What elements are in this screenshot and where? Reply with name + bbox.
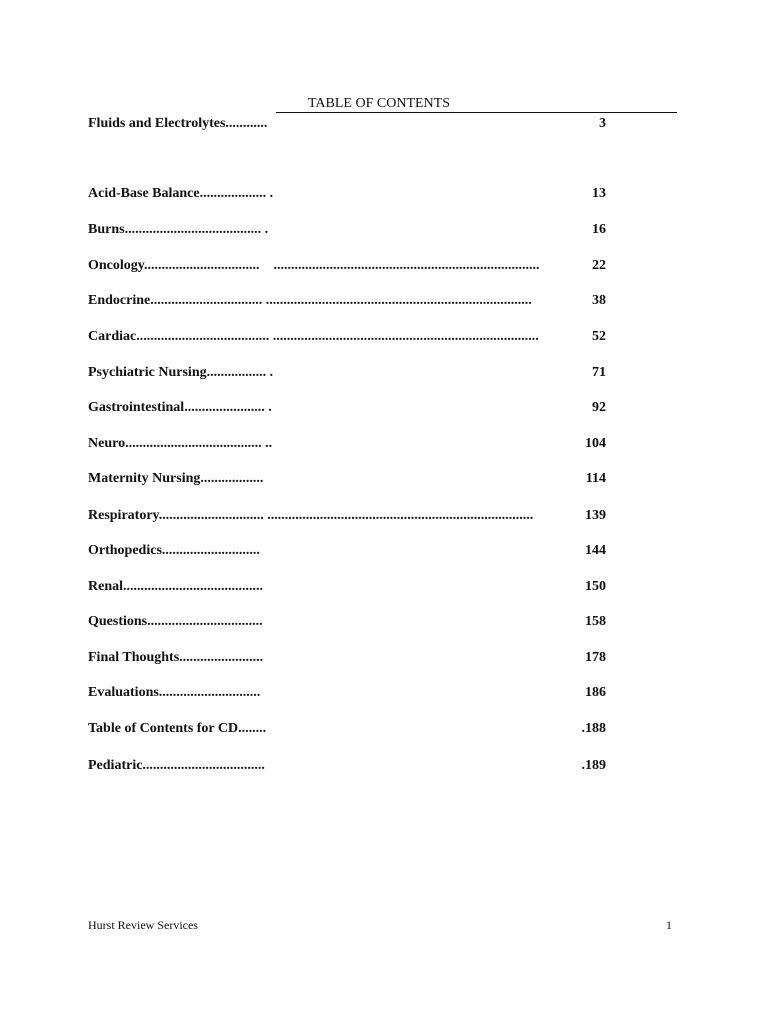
toc-entry-page: 144 — [585, 543, 606, 558]
toc-entry-page: 71 — [592, 365, 606, 380]
toc-entry — [88, 684, 668, 702]
toc-entry — [88, 364, 668, 382]
page-title: TABLE OF CONTENTS — [276, 95, 677, 113]
toc-entry-page: 186 — [585, 685, 606, 700]
toc-entry-page: 38 — [592, 293, 606, 308]
toc-entry-page: 158 — [585, 614, 606, 629]
toc-entry-page: .189 — [581, 758, 606, 773]
toc-entry — [88, 542, 668, 560]
toc-entry-label: Pediatric................................... — [88, 758, 265, 773]
toc-entry-label: Evaluations............................. — [88, 685, 261, 700]
toc-entry-label: Table of Contents for CD........ — [88, 721, 267, 736]
toc-entry-label: Oncology................................. ............................................................................ — [88, 258, 540, 273]
toc-entry-page: 92 — [592, 400, 606, 415]
toc-entry — [88, 507, 668, 525]
toc-entry-page: 16 — [592, 222, 606, 237]
toc-entry-page: 52 — [592, 329, 606, 344]
toc-entry — [88, 221, 668, 239]
toc-entry — [88, 185, 668, 203]
toc-entry-label: Maternity Nursing.................. — [88, 471, 264, 486]
toc-entry — [88, 399, 668, 417]
toc-entry — [88, 292, 668, 310]
toc-entry — [88, 257, 668, 275]
toc-entry-page: 104 — [585, 436, 606, 451]
toc-entry-page: 139 — [585, 508, 606, 523]
toc-entry-page: 3 — [599, 116, 606, 131]
toc-entry-page: 22 — [592, 258, 606, 273]
toc-entry-label: Burns....................................... . — [88, 222, 269, 237]
toc-entry — [88, 328, 668, 346]
toc-entry-page: 114 — [585, 471, 606, 486]
footer-publisher: Hurst Review Services — [88, 918, 198, 932]
toc-entry — [88, 649, 668, 667]
toc-entry — [88, 435, 668, 453]
toc-entry-label: Neuro....................................... .. — [88, 436, 273, 451]
toc-entry-page: .188 — [581, 721, 606, 736]
toc-entry — [88, 613, 668, 631]
toc-entry-page: 150 — [585, 579, 606, 594]
toc-entry-label: Psychiatric Nursing................. . — [88, 365, 274, 380]
toc-entry-label: Questions................................. — [88, 614, 263, 629]
toc-entry-label: Final Thoughts........................ — [88, 650, 264, 665]
footer-page-number: 1 — [666, 918, 672, 932]
toc-entry-label: Endocrine................................ ............................................................................ — [88, 293, 532, 308]
toc-entry — [88, 578, 668, 596]
toc-entry — [88, 115, 668, 133]
toc-entry — [88, 757, 668, 775]
toc-entry-label: Renal........................................ — [88, 579, 263, 594]
toc-entry-label: Fluids and Electrolytes............ — [88, 116, 268, 131]
toc-entry-label: Respiratory.............................. ............................................................................ — [88, 508, 534, 523]
toc-entry-page: 13 — [592, 186, 606, 201]
toc-entry-label: Gastrointestinal....................... . — [88, 400, 272, 415]
toc-entry — [88, 720, 668, 738]
toc-entry-label: Orthopedics............................ — [88, 543, 260, 558]
toc-entry-label: Cardiac...................................... ............................................................................ — [88, 329, 539, 344]
toc-entry-label: Acid-Base Balance................... . — [88, 186, 274, 201]
toc-entry — [88, 470, 668, 488]
toc-entry-page: 178 — [585, 650, 606, 665]
